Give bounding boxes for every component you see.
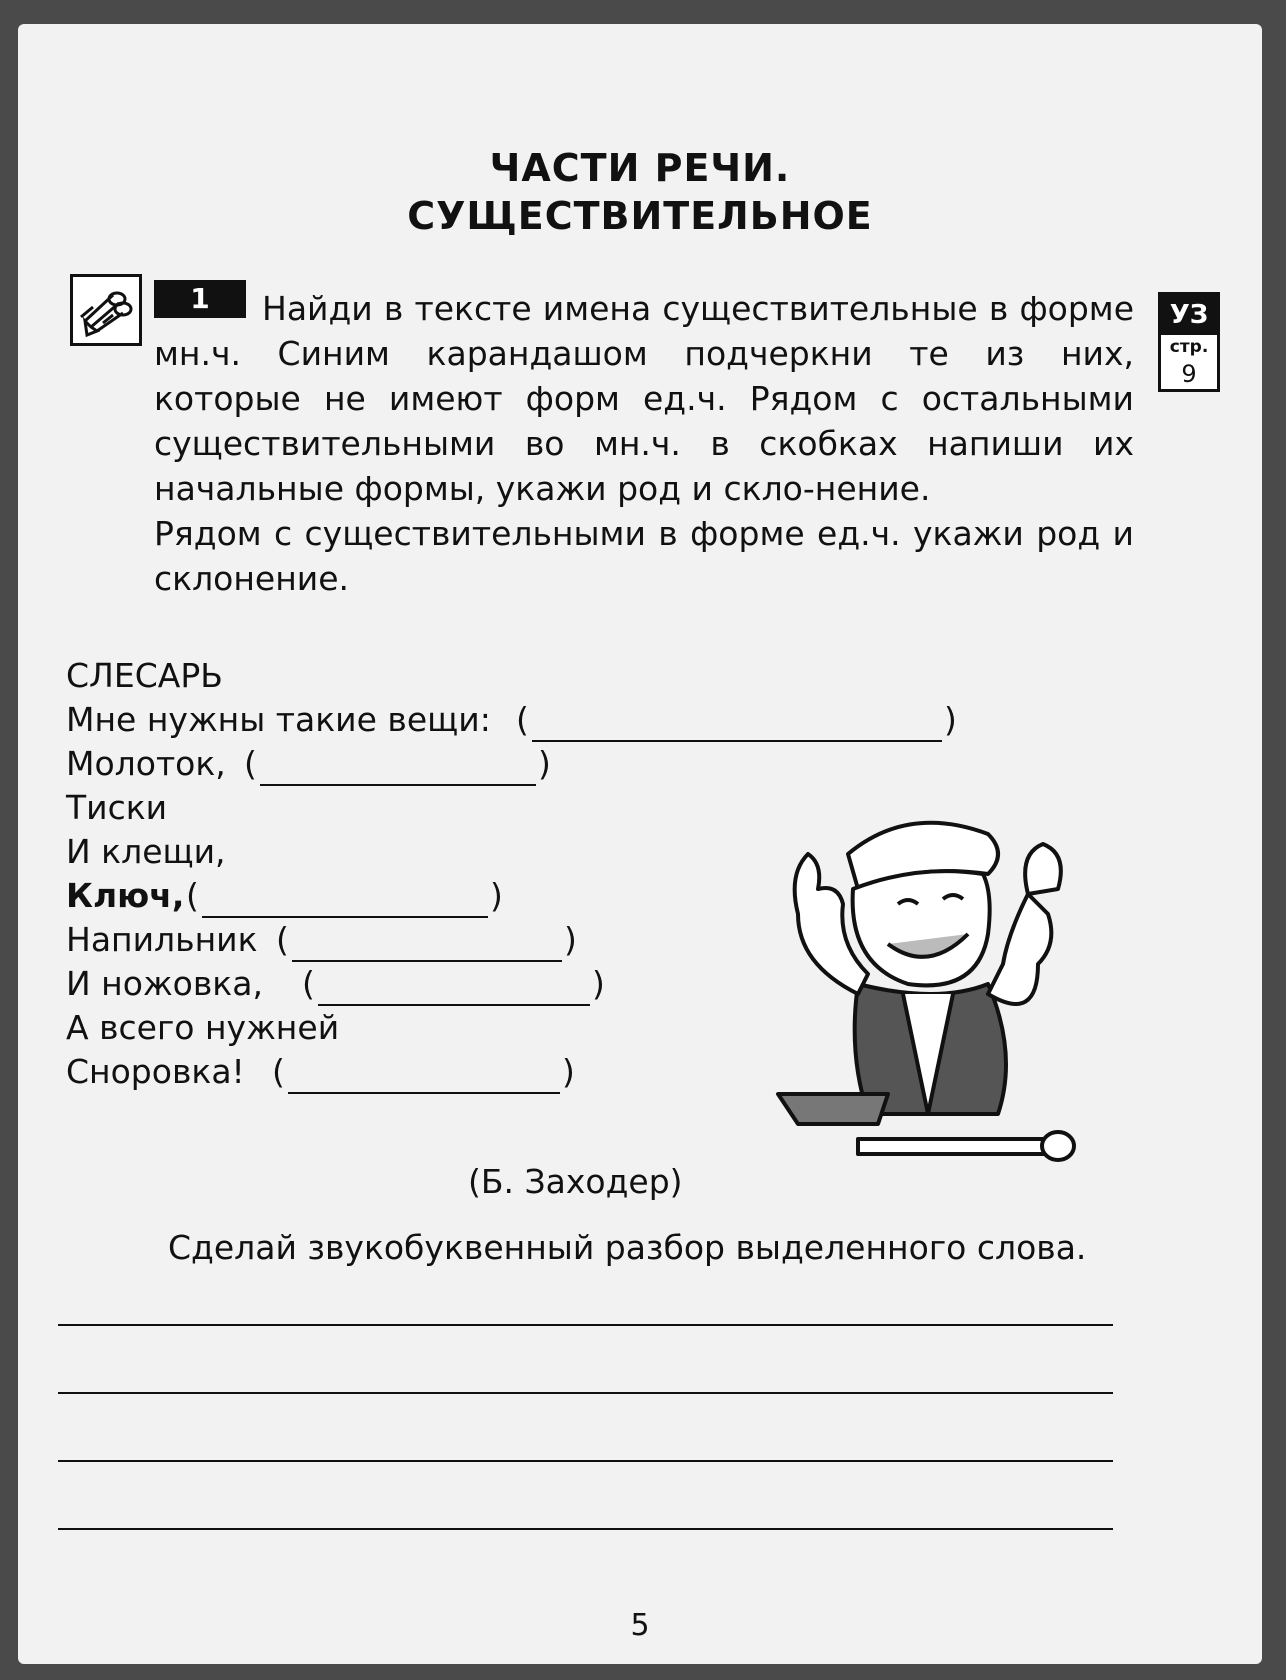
poem-line-9: Сноровка! ( )	[66, 1050, 245, 1094]
workbook-page	[18, 24, 1262, 1664]
reference-code: УЗ	[1161, 295, 1217, 335]
answer-blank-4[interactable]	[292, 918, 562, 962]
poem-line-2: Молоток, ( )	[66, 742, 226, 786]
writing-line-2[interactable]	[58, 1392, 1113, 1394]
task-text	[154, 286, 1134, 601]
writing-line-1[interactable]	[58, 1324, 1113, 1326]
poem-line-6: Напильник ( )	[66, 918, 258, 962]
reference-page: 9	[1181, 360, 1197, 388]
title-line-1: ЧАСТИ РЕЧИ.	[489, 146, 791, 190]
poem-author: (Б. Заходер)	[468, 1162, 683, 1201]
task-number-badge: 1	[154, 280, 246, 318]
answer-blank-3[interactable]	[202, 874, 488, 918]
writing-line-4[interactable]	[58, 1528, 1113, 1530]
writing-line-3[interactable]	[58, 1460, 1113, 1462]
poem-line-7: И ножовка, ( )	[66, 962, 263, 1006]
answer-blank-5[interactable]	[318, 962, 590, 1006]
answer-blank-1[interactable]	[532, 698, 942, 742]
answer-blank-6[interactable]	[288, 1050, 560, 1094]
title-line-2: СУЩЕСТВИТЕЛЬНОЕ	[407, 194, 873, 238]
poem-line-4: И клещи,	[66, 832, 226, 871]
answer-blank-2[interactable]	[260, 742, 536, 786]
poem-line-1: Мне нужны такие вещи: ( )	[66, 698, 491, 742]
task-paragraph-1: Найди в тексте имена существительные в форме мн.ч. Синим карандашом подчеркни те из них, которые не имеют форм ед.ч. Рядом с остальными существительными во мн.ч. в скобках напиши их начальные формы, укажи род и скло-нение.	[154, 289, 1134, 508]
highlighted-word: Ключ,	[66, 876, 185, 915]
poem-title: СЛЕСАРЬ	[66, 656, 223, 695]
poem-line-5: Ключ, ( )	[66, 874, 184, 918]
poem-line-8: А всего нужней	[66, 1008, 340, 1047]
instruction: Сделай звукобуквенный разбор выделенного слова.	[168, 1228, 1087, 1267]
poem-line-3: Тиски	[66, 788, 168, 827]
pencils-icon	[70, 274, 142, 346]
reference-label: стр.	[1169, 337, 1209, 357]
reference-box	[1158, 292, 1220, 392]
task-paragraph-2: Рядом с существительными в форме ед.ч. укажи род и склонение.	[154, 514, 1134, 598]
page-number: 5	[630, 1608, 650, 1643]
locksmith-boy-illustration	[738, 794, 1118, 1174]
